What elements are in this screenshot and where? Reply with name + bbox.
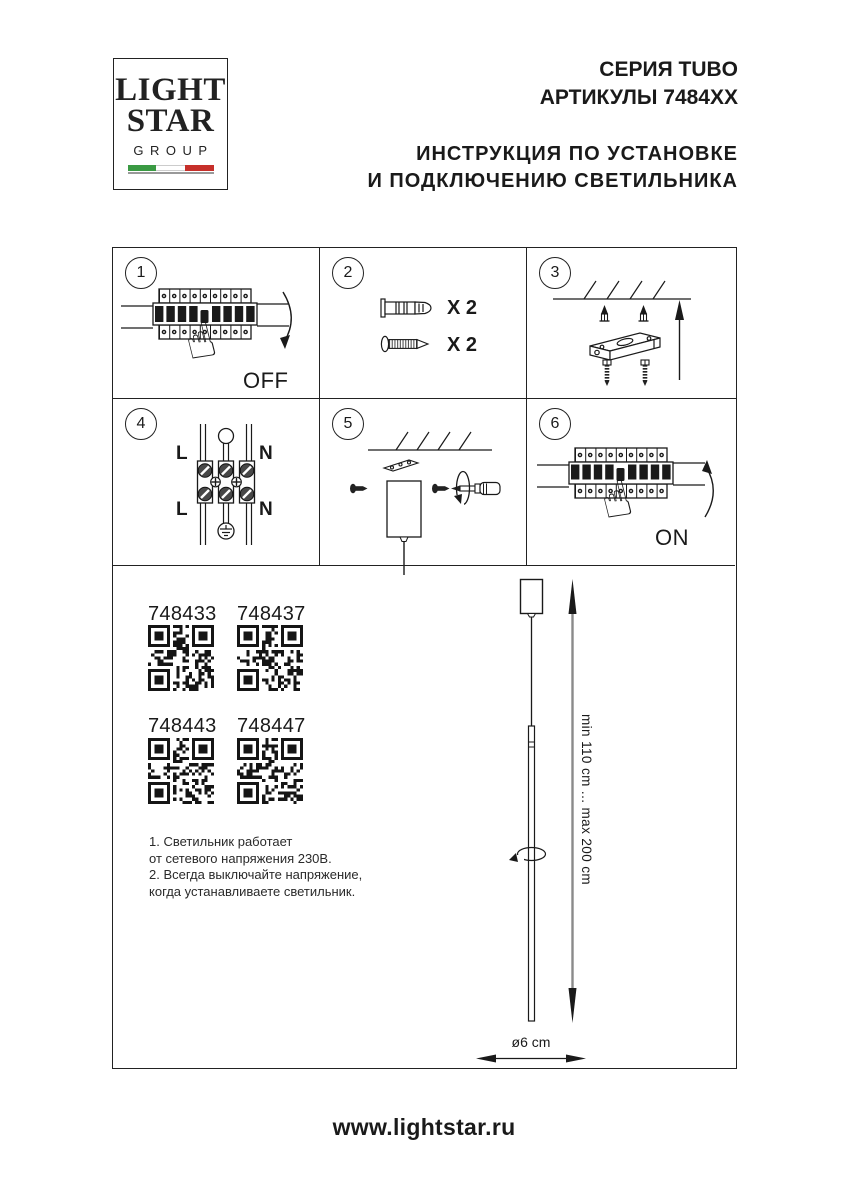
page-title [367,141,738,195]
article-748437: 748437 [237,603,306,625]
label-l-top: L [176,443,188,464]
note-line-1: 1. Светильник работает [149,834,293,849]
step-panel-5 [320,399,527,565]
ceiling-icon [368,432,492,450]
pointing-hand-icon: ☝ [594,468,639,532]
screw-left-icon [350,484,368,494]
step-panel-4 [113,399,320,565]
note-line-4: когда устанавливаете светильник. [149,883,356,899]
on-label: ON [655,525,689,550]
ceiling-icon [553,281,691,299]
up-arrow [675,300,684,380]
step-4-number: 4 [136,415,146,432]
italian-flag-stripe [128,165,214,171]
bracket-mounting-illustration [527,248,736,399]
label-n-bottom: N [259,499,273,520]
step-panel-1 [113,248,320,399]
logo-word-group: GROUP [133,142,214,158]
mounting-bracket-icon [590,333,660,360]
screw-icon [381,336,428,351]
article-748433: 748433 [148,603,217,625]
article-748443: 748443 [148,715,217,737]
step-1-number: 1 [136,264,146,281]
canopy-icon [387,481,421,575]
articles-title: АРТИКУЛЫ 7484XX [539,86,738,109]
wire-ball-icon [219,429,234,444]
step-panel-3 [527,248,736,399]
series-title: СЕРИЯ TUBO [599,58,738,81]
screw-quantity: X 2 [447,334,478,356]
height-dimension-arrow [569,579,577,1023]
step-6-number: 6 [550,415,560,432]
lamp-canopy [521,580,543,618]
wall-anchor-icon [381,299,431,317]
rotation-arrow [509,848,546,865]
ground-symbol-icon [218,523,234,539]
step-2-number: 2 [343,264,353,281]
off-label: OFF [243,368,289,393]
note-line-2: от сетевого напряжения 230В. [149,850,332,866]
title-line-2: И ПОДКЛЮЧЕНИЮ СВЕТИЛЬНИКА [367,170,738,192]
diameter-label: ø6 cm [511,1034,551,1050]
anchor-up-icons [600,305,649,321]
diameter-dimension-arrow [476,1055,586,1063]
label-n-top: N [259,443,273,464]
label-l-bottom: L [176,499,188,520]
lightstar-logo [113,58,228,190]
screw-right-icon [432,484,450,494]
height-range-label: min 110 cm ... max 200 cm [579,714,594,886]
title-line-1: ИНСТРУКЦИЯ ПО УСТАНОВКЕ [416,143,738,165]
step-panel-6 [527,399,736,565]
website-url: www.lightstar.ru [332,1114,516,1140]
flag-white [156,165,185,171]
terminal-block-illustration [113,399,320,565]
small-bracket-icon [384,460,418,471]
lamp-tube [529,726,535,1021]
pendant-lamp-drawing [113,566,735,1068]
logo-word-star: STAR [126,103,215,140]
step-3-number: 3 [550,264,560,281]
note-line-3: 2. Всегда выключайте напряжение, [149,867,363,882]
pointing-hand-icon: ☝ [178,309,223,373]
step-5-number: 5 [343,415,353,432]
screw-down-icons [603,360,649,386]
product-panel [113,565,735,1067]
canopy-fixing-illustration [320,399,527,565]
breaker-on-illustration [527,399,736,565]
logo-word-light: LIGHT [115,72,226,108]
header-series-block [540,56,738,112]
flag-red [185,165,214,171]
screwdriver-icon [451,483,500,495]
flag-underline [128,172,214,174]
breaker-off-illustration [113,248,320,399]
anchor-quantity: X 2 [447,297,478,319]
flag-green [128,165,157,171]
instruction-grid [112,247,737,1069]
article-748447: 748447 [237,715,306,737]
step-panel-2 [320,248,527,399]
hardware-illustration [320,248,527,399]
